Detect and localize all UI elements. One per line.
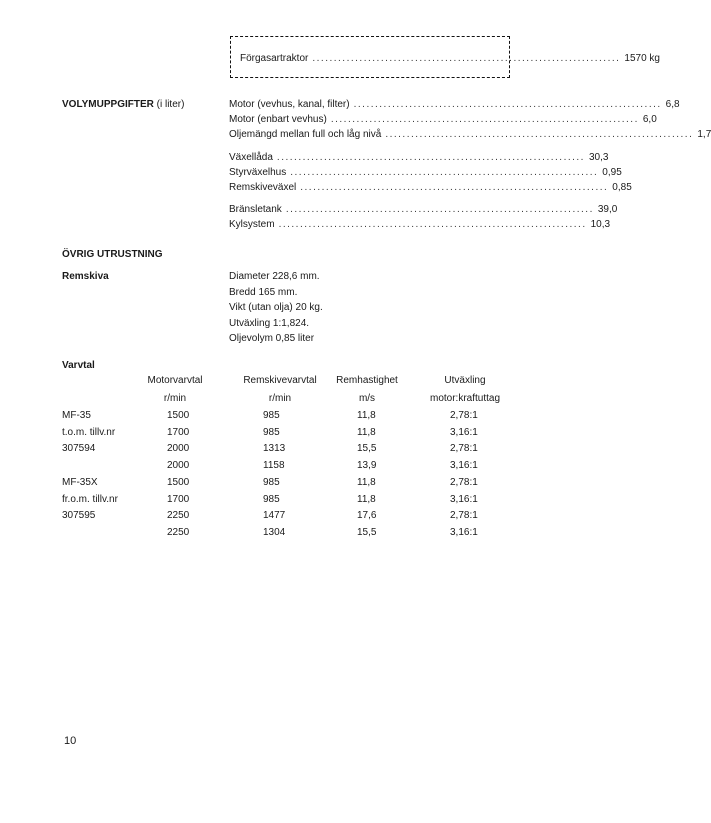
volume-row [229,152,609,166]
rpm-cell: 1700 [167,426,190,438]
volume-row-label: Remskiveväxel [229,182,297,193]
rpm-cell: 985 [263,410,280,421]
rpm-cell: 15,5 [357,526,377,538]
volume-row-value: 39,0 [597,204,618,215]
volume-row [229,167,622,181]
model-label: 307594 [62,443,96,454]
pulley-spec-line: Vikt (utan olja) 20 kg. [229,302,323,313]
page-number: 10 [64,735,77,747]
rpm-cell: 2,78:1 [450,443,478,454]
rpm-cell: 3,16:1 [450,426,478,438]
model-label: MF-35X [62,477,98,488]
volume-row-value: 10,3 [590,219,611,230]
col-header-pulley-rpm: Remskivevarvtal [243,375,317,386]
volume-heading-unit: (i liter) [156,99,185,110]
volume-row [229,182,632,196]
volume-row-label: Styrväxelhus [229,167,287,178]
volume-row [229,114,657,128]
model-label: t.o.m. tillv.nr [62,426,116,438]
dot-leader: ........................................................................ [285,204,594,215]
rpm-cell: 2,78:1 [450,510,478,521]
volume-row [229,99,680,113]
rpm-cell: 985 [263,477,280,488]
col-header-belt-speed: Remhastighet [336,375,398,386]
volume-row-value: 30,3 [588,152,609,163]
volume-row-value: 6,0 [642,114,657,125]
volume-row-label: Motor (vevhus, kanal, filter) [229,99,350,110]
rpm-cell: 1313 [263,443,286,454]
unit-pulley-rpm: r/min [268,393,292,404]
unit-gear-ratio: motor:kraftuttag [429,393,501,404]
col-header-gear-ratio: Utväxling [444,375,486,386]
rpm-cell: 3,16:1 [450,493,478,505]
rpm-cell: 1304 [263,526,286,538]
rpm-cell: 3,16:1 [450,526,478,538]
pulley-label: Remskiva [62,271,109,282]
rpm-cell: 2000 [167,443,190,454]
pulley-spec-line: Bredd 165 mm. [229,286,298,298]
volume-row-value: 0,85 [612,182,632,193]
volume-row-label: Bränsletank [229,204,282,215]
rpm-cell: 13,9 [357,459,377,471]
unit-belt-speed: m/s [358,393,376,404]
pulley-spec-line: Diameter 228,6 mm. [229,271,320,282]
rpm-cell: 1158 [263,459,285,471]
dot-leader: ........................................................................ [353,99,662,110]
unit-motor-rpm: r/min [163,393,187,404]
rpm-cell: 1700 [167,493,190,505]
rpm-cell: 2250 [167,526,190,538]
total-weight-value: 1570 kg [624,53,660,64]
pulley-spec-line: Oljevolym 0,85 liter [229,333,315,344]
total-weight-label: Förgasartraktor [240,53,309,64]
volume-row-value: 6,8 [665,99,680,110]
rpm-cell: 1477 [263,510,286,521]
dot-leader: ........................................................................ [276,152,585,163]
volume-heading-title: VOLYMUPPGIFTER [62,99,154,110]
volume-row-label: Motor (enbart vevhus) [229,114,327,125]
volume-row [229,219,611,233]
rpm-cell: 985 [263,426,280,438]
volume-row-label: Oljemängd mellan full och låg nivå [229,129,382,140]
total-weight-row [240,53,660,67]
col-header-motor-rpm: Motorvarvtal [147,375,203,386]
volume-row-value: 1,7 [697,129,711,140]
model-label: MF-35 [62,410,91,421]
dot-leader: ........................................................................ [278,219,587,230]
volume-row [229,204,618,218]
dot-leader: ........................................................................ [312,53,621,64]
volume-row-label: Växellåda [229,152,273,163]
rpm-cell: 17,6 [357,510,377,521]
dot-leader: ........................................................................ [330,114,639,125]
rpm-cell: 11,8 [357,477,376,488]
rpm-cell: 2000 [167,459,190,471]
rpm-cell: 3,16:1 [450,459,478,471]
dot-leader: ........................................................................ [300,182,609,193]
rpm-heading: Varvtal [62,360,95,371]
rpm-cell: 1500 [167,410,190,421]
rpm-cell: 11,8 [357,410,376,421]
rpm-cell: 15,5 [357,443,377,454]
rpm-cell: 11,8 [357,426,376,438]
other-equipment-heading: ÖVRIG UTRUSTNING [62,249,163,260]
rpm-cell: 1500 [167,477,190,488]
rpm-cell: 2,78:1 [450,410,478,421]
pulley-spec-line: Utväxling 1:1,824. [229,317,310,329]
dot-leader: ........................................................................ [290,167,599,178]
rpm-cell: 2250 [167,510,190,521]
model-label: fr.o.m. tillv.nr [62,493,118,505]
volume-row-label: Kylsystem [229,219,275,230]
pulley-spec [229,271,323,349]
volume-row-value: 0,95 [602,167,622,178]
model-label: 307595 [62,510,96,521]
rpm-cell: 2,78:1 [450,477,478,488]
rpm-cell: 985 [263,493,280,505]
dot-leader: ........................................................................ [385,129,694,140]
volume-heading [62,99,184,110]
rpm-cell: 11,8 [357,493,376,505]
volume-row [229,129,711,143]
